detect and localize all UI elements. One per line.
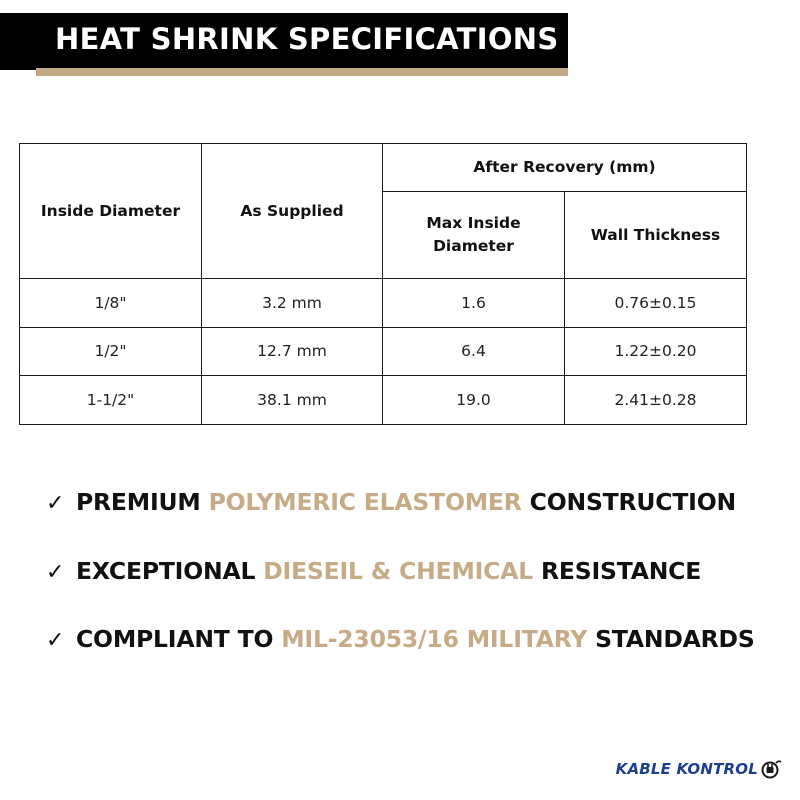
feature-text: EXCEPTIONAL bbox=[76, 557, 264, 585]
cell-max-inside: 19.0 bbox=[383, 376, 565, 425]
plug-icon bbox=[760, 758, 782, 780]
header-max-inside-diameter bbox=[383, 192, 565, 279]
page-title: HEAT SHRINK SPECIFICATIONS bbox=[55, 22, 559, 56]
checkmark-icon: ✓ bbox=[46, 491, 65, 516]
title-underline bbox=[36, 68, 568, 76]
feature-text: RESISTANCE bbox=[532, 557, 702, 585]
cell-inside: 1-1/2" bbox=[20, 376, 202, 425]
spec-table bbox=[19, 143, 747, 425]
table-row bbox=[20, 327, 747, 376]
cell-wall: 0.76±0.15 bbox=[565, 279, 747, 328]
cell-max-inside: 1.6 bbox=[383, 279, 565, 328]
feature-text: STANDARDS bbox=[587, 625, 755, 653]
cell-wall: 2.41±0.28 bbox=[565, 376, 747, 425]
cell-supplied: 12.7 mm bbox=[202, 327, 383, 376]
cell-max-inside: 6.4 bbox=[383, 327, 565, 376]
feature-accent-text: POLYMERIC ELASTOMER bbox=[208, 488, 522, 516]
header-inside-diameter: Inside Diameter bbox=[20, 144, 202, 279]
cell-supplied: 38.1 mm bbox=[202, 376, 383, 425]
table-row bbox=[20, 279, 747, 328]
feature-accent-text: MIL-23053/16 MILITARY bbox=[281, 625, 588, 653]
header-as-supplied: As Supplied bbox=[202, 144, 383, 279]
cell-wall: 1.22±0.20 bbox=[565, 327, 747, 376]
feature-text: CONSTRUCTION bbox=[521, 488, 736, 516]
cell-supplied: 3.2 mm bbox=[202, 279, 383, 328]
feature-text: COMPLIANT TO bbox=[76, 625, 282, 653]
cell-inside: 1/8" bbox=[20, 279, 202, 328]
brand-logo bbox=[616, 756, 782, 782]
feature-item bbox=[46, 557, 701, 585]
logo-text: KABLE KONTROL bbox=[615, 760, 758, 778]
feature-item bbox=[46, 625, 755, 653]
feature-accent-text: DIESEIL & CHEMICAL bbox=[263, 557, 533, 585]
header-max-inside-line1: Max Inside bbox=[426, 214, 521, 232]
checkmark-icon: ✓ bbox=[46, 628, 65, 653]
header-after-recovery: After Recovery (mm) bbox=[383, 144, 747, 192]
cell-inside: 1/2" bbox=[20, 327, 202, 376]
checkmark-icon: ✓ bbox=[46, 560, 65, 585]
feature-item bbox=[46, 488, 736, 516]
header-max-inside-line2: Diameter bbox=[433, 237, 514, 255]
table-row bbox=[20, 376, 747, 425]
feature-text: PREMIUM bbox=[76, 488, 209, 516]
header-wall-thickness: Wall Thickness bbox=[565, 192, 747, 279]
